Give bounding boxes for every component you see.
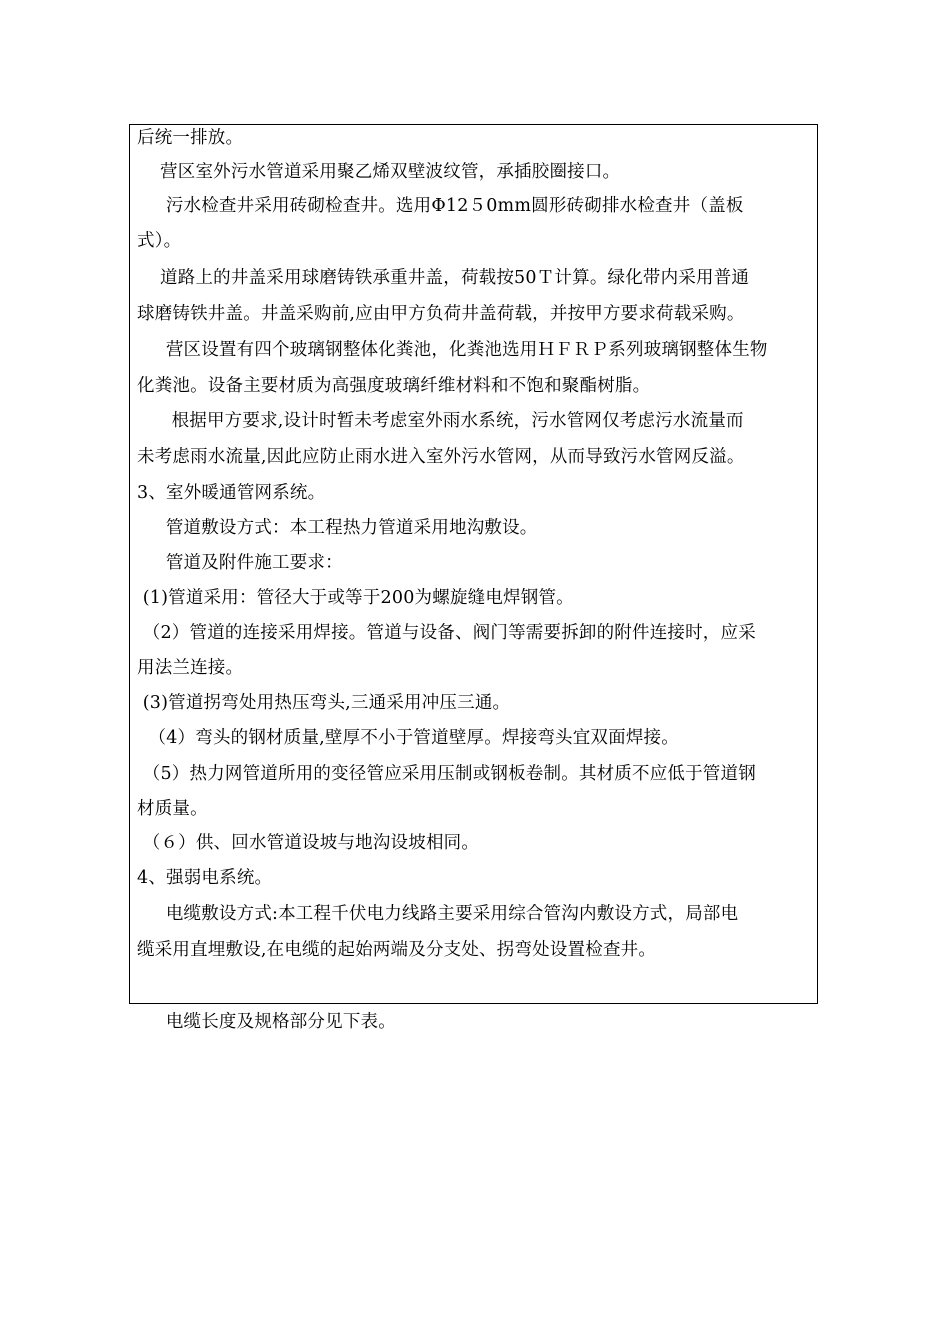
text-line: 道路上的井盖采用球磨铸铁承重井盖，荷载按50Ｔ计算。绿化带内采用普通 — [137, 268, 750, 288]
text-line: 球磨铸铁井盖。井盖采购前,应由甲方负荷井盖荷载，并按甲方要求荷载采购。 — [137, 304, 745, 324]
list-item: （4）弯头的钢材质量,壁厚不小于管道壁厚。焊接弯头宜双面焊接。 — [137, 728, 679, 748]
section-heading: 3、室外暖通管网系统。 — [137, 483, 326, 503]
list-item: （６）供、回水管道设坡与地沟设坡相同。 — [137, 833, 480, 853]
text-line: 污水检查井采用砖砌检查井。选用Φ12５0mm圆形砖砌排水检查井（盖板 — [137, 196, 744, 216]
text-line: 电缆敷设方式:本工程千伏电力线路主要采用综合管沟内敷设方式，局部电 — [137, 904, 739, 924]
text-line: 管道及附件施工要求： — [137, 553, 343, 573]
text-line: 管道敷设方式：本工程热力管道采用地沟敷设。 — [137, 518, 538, 538]
text-line: 材质量。 — [137, 799, 208, 819]
section-heading: 4、强弱电系统。 — [137, 868, 273, 888]
text-line: 用法兰连接。 — [137, 658, 244, 678]
list-item: (1)管道采用：管径大于或等于200为螺旋缝电焊钢管。 — [137, 588, 574, 608]
text-line: 缆采用直埋敷设,在电缆的起始两端及分支处、拐弯处设置检查井。 — [137, 940, 657, 960]
text-line: 化粪池。设备主要材质为高强度玻璃纤维材料和不饱和聚酯树脂。 — [137, 376, 651, 396]
text-line: 根据甲方要求,设计时暂未考虑室外雨水系统，污水管网仅考虑污水流量而 — [137, 411, 744, 431]
list-item: (3)管道拐弯处用热压弯头,三通采用冲压三通。 — [137, 693, 511, 713]
text-line: 未考虑雨水流量,因此应防止雨水进入室外污水管网，从而导致污水管网反溢。 — [137, 447, 745, 467]
list-item: （2）管道的连接采用焊接。管道与设备、阀门等需要拆卸的附件连接时，应采 — [137, 623, 756, 643]
text-line: 式）。 — [137, 231, 182, 251]
text-line: 营区设置有四个玻璃钢整体化粪池，化粪池选用ＨＦＲＰ系列玻璃钢整体生物 — [137, 340, 768, 360]
text-line: 营区室外污水管道采用聚乙烯双壁波纹管，承插胶圈接口。 — [137, 162, 621, 182]
text-line: 后统一排放。 — [137, 128, 244, 148]
text-line: 电缆长度及规格部分见下表。 — [137, 1012, 396, 1032]
list-item: （5）热力网管道所用的变径管应采用压制或钢板卷制。其材质不应低于管道钢 — [137, 764, 756, 784]
